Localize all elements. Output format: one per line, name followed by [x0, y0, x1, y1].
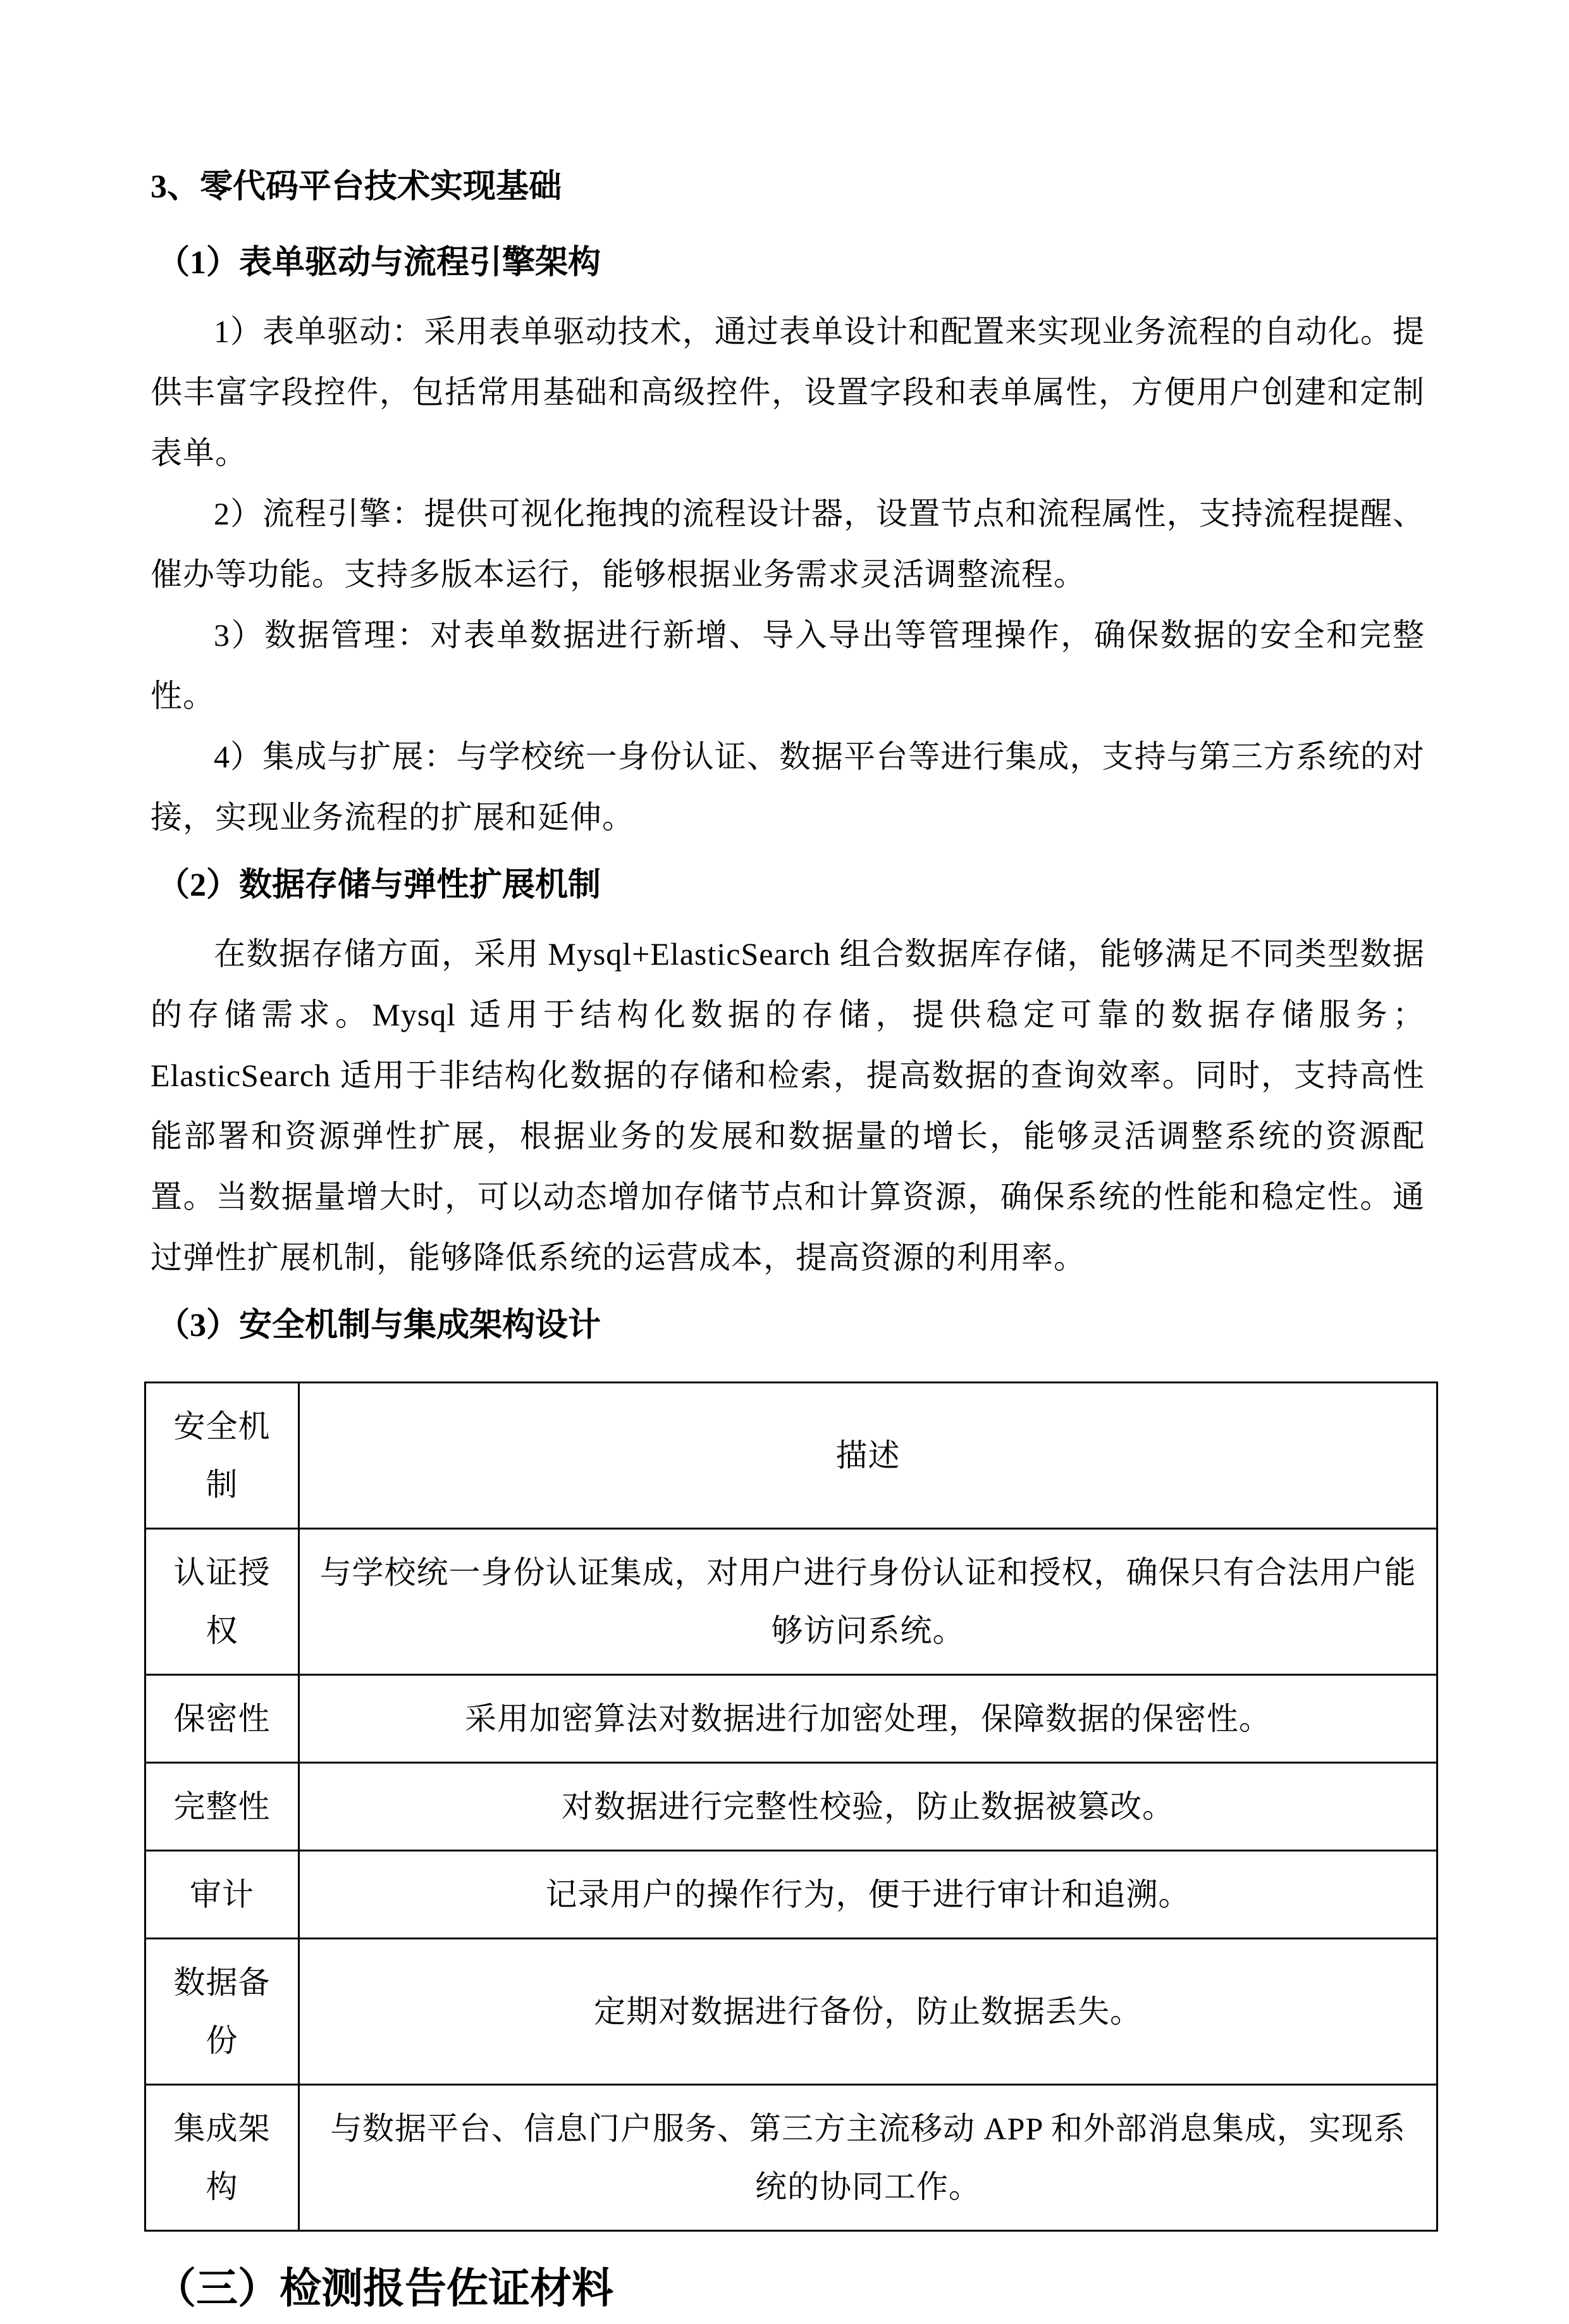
security-mechanism-table [144, 1381, 1438, 2232]
table-cell-description: 定期对数据进行备份，防止数据丢失。 [299, 1939, 1437, 2085]
table-row [145, 1675, 1437, 1763]
paragraph: 3）数据管理：对表单数据进行新增、导入导出等管理操作，确保数据的安全和完整性。 [151, 617, 1425, 714]
table-cell-description: 对数据进行完整性校验，防止数据被篡改。 [299, 1763, 1437, 1851]
table-cell-description: 与学校统一身份认证集成，对用户进行身份认证和授权，确保只有合法用户能够访问系统。 [299, 1529, 1437, 1675]
paragraph: 在数据存储方面，采用 Mysql+ElasticSearch 组合数据库存储，能够满足不同类型数据的存储需求。Mysql 适用于结构化数据的存储，提供稳定可靠的数据存储服务；ElasticSearch 适用于非结构化数据的存储和检索，提高数据的查询效率。同时，支持高性能部署和资源弹性扩展，根据业务的发展和数据量的增长，能够灵活调整系统的资源配置。当数据量增大时，可以动态增加存储节点和计算资源，确保系统的性能和稳定性。通过弹性扩展机制，能够降低系统的运营成本，提高资源的利用率。 [151, 936, 1425, 1275]
table-cell-mechanism: 认证授权 [145, 1529, 299, 1675]
table-header-mechanism: 安全机制 [145, 1383, 299, 1529]
table-row [145, 2085, 1437, 2231]
paragraph: 4）集成与扩展：与学校统一身份认证、数据平台等进行集成，支持与第三方系统的对接，实现业务流程的扩展和延伸。 [151, 739, 1425, 835]
section-data-storage [151, 855, 1425, 1288]
table-cell-description: 记录用户的操作行为，便于进行审计和追溯。 [299, 1851, 1437, 1939]
table-row [145, 1851, 1437, 1939]
paragraph: 1）表单驱动：采用表单驱动技术，通过表单设计和配置来实现业务流程的自动化。提供丰富字段控件，包括常用基础和高级控件，设置字段和表单属性，方便用户创建和定制表单。 [151, 314, 1425, 471]
section-security-mechanism [151, 1295, 1425, 2232]
section-form-driven [151, 233, 1425, 848]
table-row [145, 1939, 1437, 2085]
table-cell-mechanism: 完整性 [145, 1763, 299, 1851]
document-title: 3、零代码平台技术实现基础 [151, 169, 562, 205]
table-row [145, 1763, 1437, 1851]
paragraph: 2）流程引擎：提供可视化拖拽的流程设计器，设置节点和流程属性，支持流程提醒、催办等功能。支持多版本运行，能够根据业务需求灵活调整流程。 [151, 496, 1425, 592]
table-header-description: 描述 [299, 1383, 1437, 1529]
section-1-title: （1）表单驱动与流程引擎架构 [157, 245, 601, 281]
table-cell-description: 与数据平台、信息门户服务、第三方主流移动 APP 和外部消息集成，实现系统的协同工作。 [299, 2085, 1437, 2231]
table-header-row [145, 1383, 1437, 1529]
section-3-title: （3）安全机制与集成架构设计 [157, 1307, 601, 1344]
table-cell-mechanism: 数据备份 [145, 1939, 299, 2085]
table-cell-mechanism: 集成架构 [145, 2085, 299, 2231]
table-row [145, 1529, 1437, 1675]
table-cell-mechanism: 保密性 [145, 1675, 299, 1763]
section-2-title: （2）数据存储与弹性扩展机制 [157, 867, 601, 903]
table-cell-mechanism: 审计 [145, 1851, 299, 1939]
closing-section-heading: （三）检测报告佐证材料 [154, 2266, 613, 2312]
table-cell-description: 采用加密算法对数据进行加密处理，保障数据的保密性。 [299, 1675, 1437, 1763]
